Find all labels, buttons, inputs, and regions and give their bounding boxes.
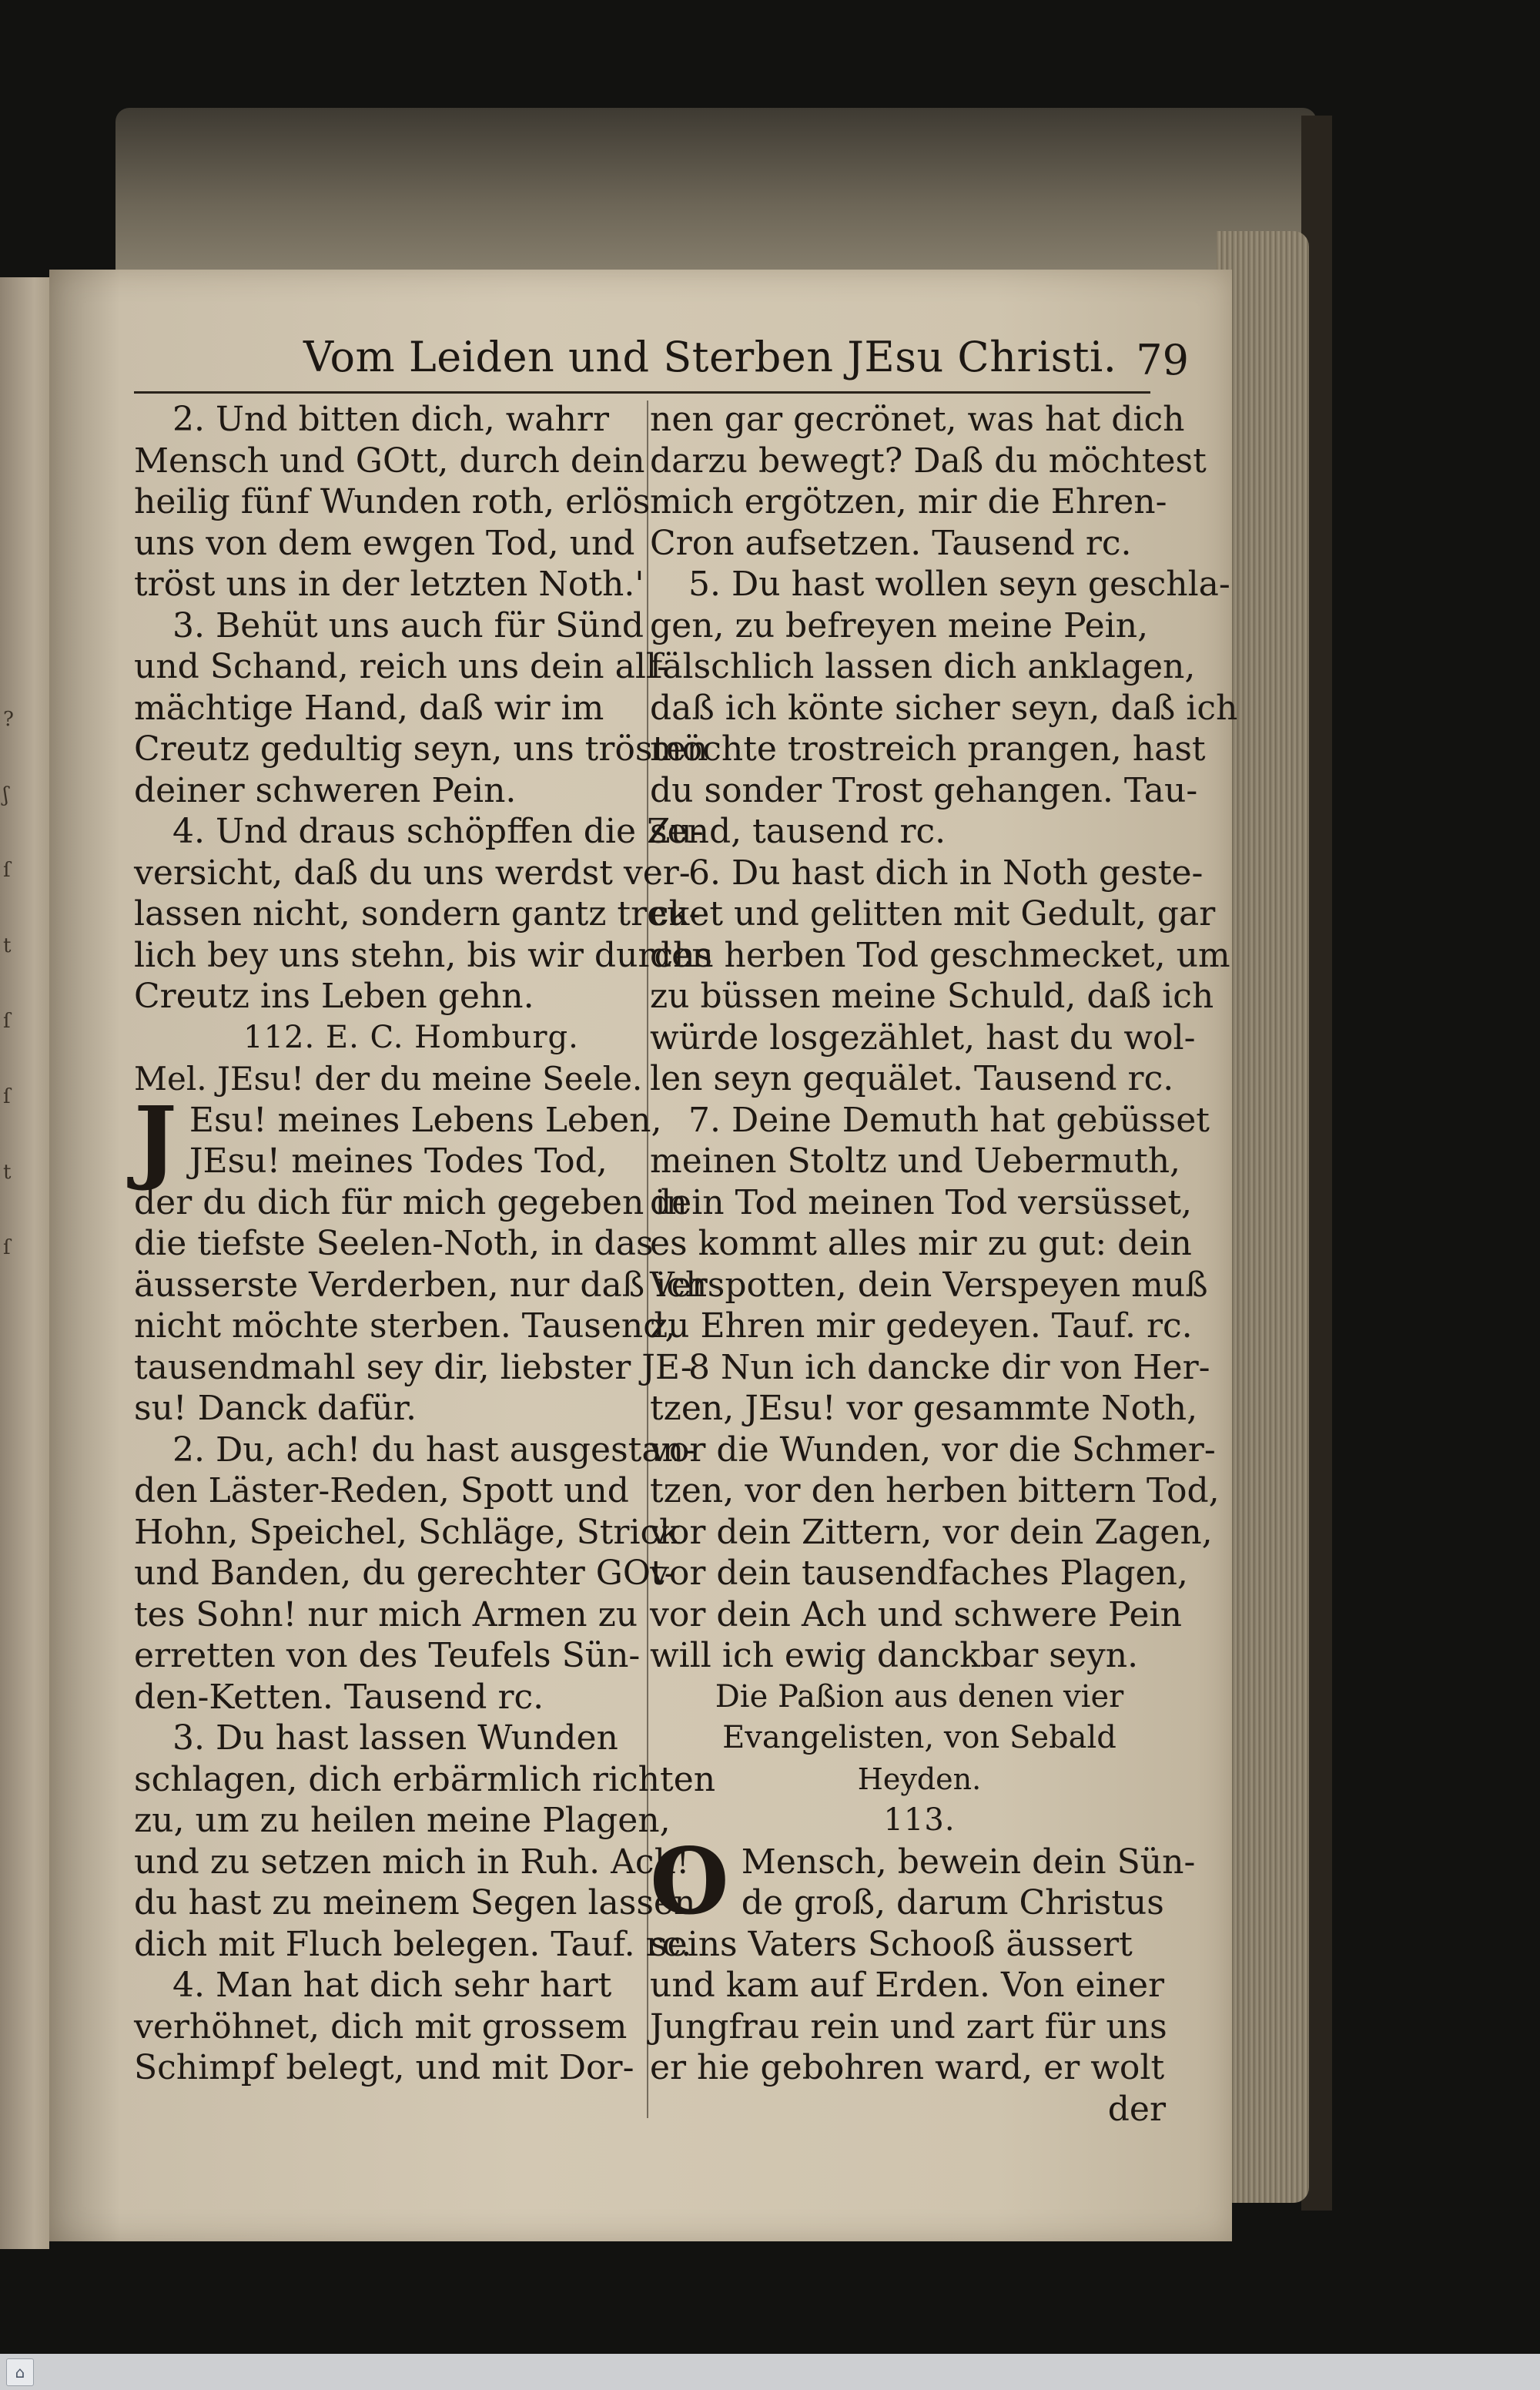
text-line: es kommt alles mir zu gut: dein	[650, 1224, 1192, 1263]
margin-mark: ſ	[3, 1236, 11, 1259]
margin-mark: t	[3, 934, 12, 957]
text-line: den herben Tod geschmecket, um	[650, 935, 1230, 975]
catchword: der	[1107, 2089, 1166, 2129]
text-line: 3. Du hast lassen Wunden	[172, 1718, 618, 1758]
page-number: 79	[1136, 336, 1189, 384]
stanza-4-continued	[650, 399, 1207, 564]
text-line: tzen, JEsu! vor gesammte Noth,	[650, 1389, 1198, 1428]
margin-mark: t	[3, 1161, 12, 1184]
text-line: 8 Nun ich dancke dir von Her-	[688, 1347, 1210, 1387]
text-line: mich ergötzen, mir die Ehren-	[650, 482, 1167, 521]
text-line: mächtige Hand, daß wir im	[134, 688, 604, 728]
text-line: der du dich für mich gegeben in	[134, 1182, 688, 1222]
text-line: dein Tod meinen Tod versüsset,	[650, 1182, 1192, 1222]
text-line: tausendmahl sey dir, liebster JE-	[134, 1347, 692, 1387]
text-line: die tiefste Seelen-Noth, in das	[134, 1224, 654, 1263]
text-line: dich mit Fluch belegen. Tauf. rc.	[134, 1924, 692, 1964]
text-line: fälschlich lassen dich anklagen,	[650, 647, 1196, 686]
text-line: lich bey uns stehn, bis wir durchs	[134, 935, 713, 975]
stanza-3	[134, 605, 708, 812]
book-page	[49, 270, 1238, 2241]
book-top-edge	[116, 108, 1317, 285]
text-line: daß ich könte sicher seyn, daß ich	[650, 688, 1238, 728]
text-line: und Schand, reich uns dein all-	[134, 647, 668, 686]
text-line: send, tausend rc.	[650, 812, 946, 851]
text-line: erretten von des Teufels Sün-	[134, 1636, 641, 1675]
text-line: len seyn gequälet. Tausend rc.	[650, 1059, 1174, 1098]
margin-mark: ſ	[3, 1085, 11, 1108]
text-line: vor dein Ach und schwere Pein	[650, 1594, 1182, 1634]
text-line: uns von dem ewgen Tod, und	[134, 523, 635, 563]
page-header	[257, 323, 1204, 393]
hymn-113-subtitle: Evangelisten, von Sebald	[722, 1720, 1116, 1755]
text-line: JEsu! meines Todes Tod,	[189, 1141, 608, 1181]
text-line: de groß, darum Christus	[741, 1883, 1164, 1922]
text-line: deiner schweren Pein.	[134, 770, 517, 810]
text-line: zu büssen meine Schuld, daß ich	[650, 977, 1214, 1016]
text-line: 2. Du, ach! du hast ausgestan-	[172, 1430, 695, 1470]
text-line: cket und gelitten mit Gedult, gar	[650, 894, 1216, 934]
text-line: meinen Stoltz und Uebermuth,	[650, 1141, 1181, 1181]
text-line: seins Vaters Schooß äussert	[650, 1924, 1133, 1964]
text-line: Schimpf belegt, und mit Dor-	[134, 2048, 634, 2087]
text-line: Creutz ins Leben gehn.	[134, 977, 534, 1016]
viewer-footer-bar	[0, 2354, 1540, 2390]
text-line: 2. Und bitten dich, wahrr	[172, 400, 609, 439]
text-line: 7. Deine Demuth hat gebüsset	[688, 1100, 1210, 1140]
text-line: den-Ketten. Tausend rc.	[134, 1677, 544, 1717]
margin-mark: ſ	[3, 859, 11, 882]
drop-cap: O	[650, 1827, 729, 1935]
text-line: du hast zu meinem Segen lassen	[134, 1883, 696, 1922]
stanza-5	[650, 564, 1238, 853]
library-logo-icon: ⌂	[6, 2358, 34, 2386]
text-line: möchte trostreich prangen, hast	[650, 729, 1206, 769]
stanza-4	[134, 811, 713, 1017]
hymn-112-stanza-2	[134, 1430, 695, 1718]
margin-mark: ?	[3, 708, 14, 731]
stanza-2	[134, 399, 688, 605]
text-line: äusserste Verderben, nur daß ich	[134, 1265, 708, 1305]
hymn-112-number: 112. E. C. Homburg.	[243, 1019, 579, 1055]
text-line: vor die Wunden, vor die Schmer-	[650, 1430, 1216, 1470]
text-line: Esu! meines Lebens Leben,	[189, 1100, 662, 1140]
previous-page-edge	[0, 277, 49, 2249]
hymn-113-title: Die Paßion aus denen vier	[715, 1678, 1124, 1715]
text-line: Creutz gedultig seyn, uns trösten	[134, 729, 708, 769]
text-line: du sonder Trost gehangen. Tau-	[650, 770, 1198, 810]
stanza-6	[650, 853, 1230, 1100]
text-line: tzen, vor den herben bittern Tod,	[650, 1471, 1220, 1510]
hymn-112-stanza-3	[134, 1718, 716, 1965]
header-rule	[134, 391, 1150, 394]
text-line: Verspotten, dein Verspeyen muß	[650, 1265, 1208, 1305]
text-line: gen, zu befreyen meine Pein,	[650, 605, 1149, 645]
margin-mark: ʃ	[3, 783, 9, 806]
text-line: 4. Man hat dich sehr hart	[172, 1966, 612, 2005]
text-line: darzu bewegt? Daß du möchtest	[650, 441, 1207, 481]
text-line: vor dein Zittern, vor dein Zagen,	[650, 1512, 1213, 1552]
text-line: versicht, daß du uns werdst ver-	[134, 853, 691, 893]
text-line: 5. Du hast wollen seyn geschla-	[688, 565, 1230, 604]
text-line: Jungfrau rein und zart für uns	[650, 2006, 1167, 2046]
text-line: er hie gebohren ward, er wolt	[650, 2048, 1165, 2087]
text-line: verhöhnet, dich mit grossem	[134, 2006, 628, 2046]
hymn-113-opening	[650, 1827, 1196, 2089]
text-line: will ich ewig danckbar seyn.	[650, 1636, 1139, 1675]
text-line: und Banden, du gerechter GOt-	[134, 1554, 676, 1593]
text-line: 3. Behüt uns auch für Sünd	[172, 605, 644, 645]
right-column	[650, 399, 1238, 2194]
text-line: Hohn, Speichel, Schläge, Strick	[134, 1512, 680, 1552]
text-line: und kam auf Erden. Von einer	[650, 1966, 1165, 2005]
text-line: tes Sohn! nur mich Armen zu	[134, 1594, 638, 1634]
hymn-112-opening	[134, 1085, 708, 1430]
drop-cap: J	[134, 1085, 177, 1193]
text-line: zu Ehren mir gedeyen. Tauf. rc.	[650, 1306, 1193, 1346]
running-title: Vom Leiden und Sterben JEsu Christi.	[303, 333, 1117, 381]
text-line: 4. Und draus schöpffen die Zu-	[172, 812, 704, 851]
text-line: und zu setzen mich in Ruh. Ach!	[134, 1842, 690, 1882]
stanza-8	[650, 1347, 1220, 1677]
text-line: nicht möchte sterben. Tausend,	[134, 1306, 676, 1346]
text-line: würde losgezählet, hast du wol-	[650, 1017, 1196, 1058]
text-line: Mensch, bewein dein Sün-	[741, 1842, 1196, 1882]
previous-page-marks	[3, 709, 26, 1312]
hymn-113-author: Heyden.	[857, 1761, 982, 1796]
text-line: lassen nicht, sondern gantz treu-	[134, 894, 701, 934]
text-line: heilig fünf Wunden roth, erlös	[134, 482, 651, 521]
text-line: nen gar gecrönet, was hat dich	[650, 400, 1185, 439]
text-line: Cron aufsetzen. Tausend rc.	[650, 523, 1132, 563]
text-line: 6. Du hast dich in Noth gestе-	[688, 853, 1204, 893]
text-line: zu, um zu heilen meine Plagen,	[134, 1801, 671, 1840]
text-line: su! Danck dafür.	[134, 1389, 417, 1428]
margin-mark: ſ	[3, 1010, 11, 1033]
hymn-112-stanza-4	[134, 1965, 688, 2089]
text-line: vor dein tausendfaches Plagen,	[650, 1554, 1188, 1593]
text-line: schlagen, dich erbärmlich richten	[134, 1759, 716, 1799]
text-line: den Läster-Reden, Spott und	[134, 1471, 629, 1510]
left-column	[134, 399, 716, 2194]
hymn-112-melody: Mel. JEsu! der du meine Seele.	[134, 1060, 643, 1098]
hymn-113-number: 113.	[883, 1802, 956, 1838]
text-line: Mensch und GOtt, durch dein	[134, 441, 645, 481]
stanza-7	[650, 1100, 1210, 1347]
text-line: tröst uns in der letzten Noth.'	[134, 565, 644, 604]
